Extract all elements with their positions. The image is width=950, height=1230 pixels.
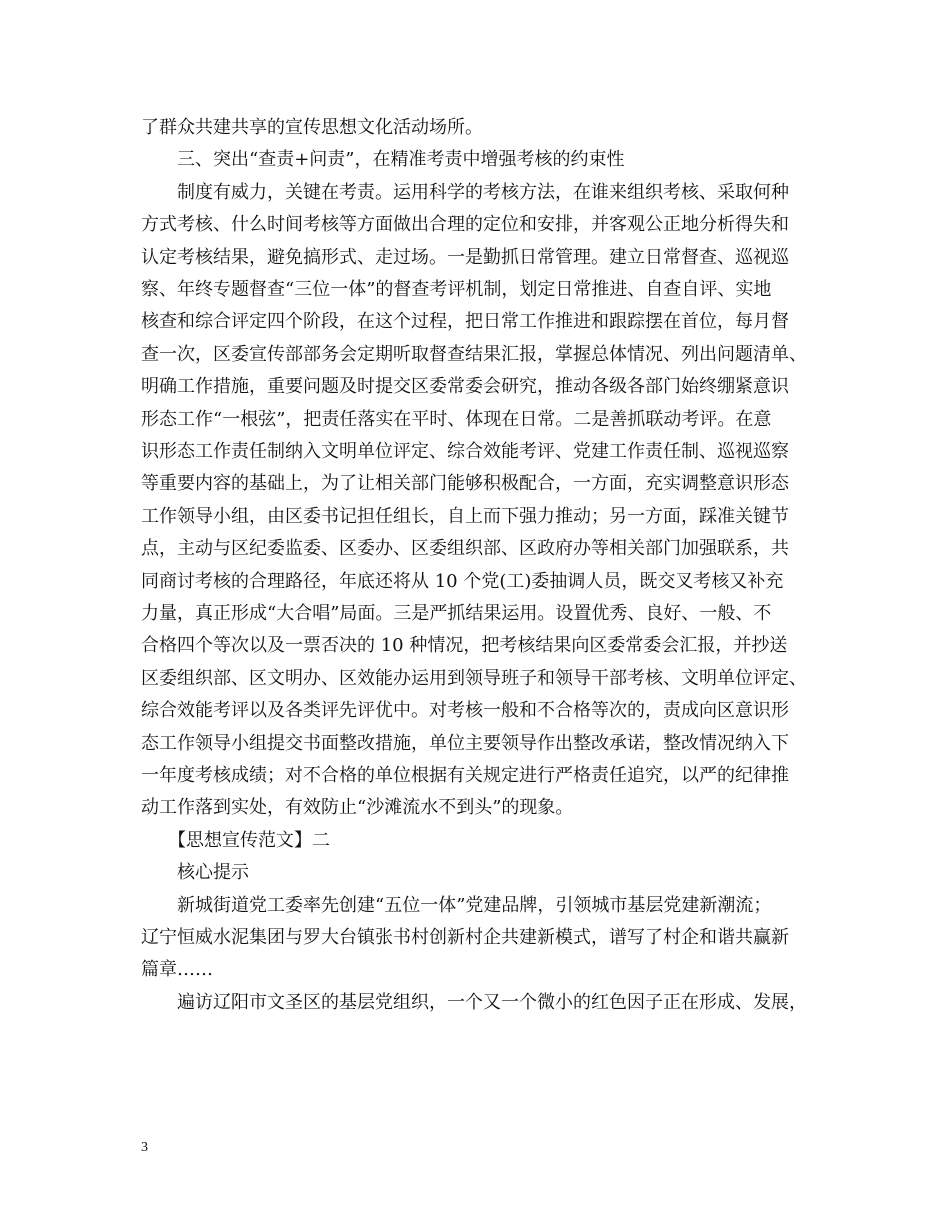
- text-line: 认定考核结果，避免搞形式、走过场。一是勤抓日常管理。建立日常督查、巡视巡: [141, 246, 789, 268]
- text-line: 了群众共建共享的宣传思想文化活动场所。: [141, 117, 483, 138]
- text-line: 合格四个等次以及一票否决的 10 种情况，把考核结果向区委常委会汇报，并抄送: [141, 635, 788, 657]
- text-line: 力量，真正形成“大合唱”局面。三是严抓结果运用。设置优秀、良好、一般、不: [141, 603, 772, 624]
- text-line: 三、突出“查责+问责”，在精准考责中增强考核的约束性: [141, 149, 625, 171]
- page-number: 3: [141, 1140, 148, 1155]
- text-line: 区委组织部、区文明办、区效能办运用到领导班子和领导干部考核、文明单位评定、: [141, 667, 807, 689]
- text-line: 识形态工作责任制纳入文明单位评定、综合效能考评、党建工作责任制、巡视巡察: [141, 441, 789, 462]
- text-line: 形态工作“一根弦”，把责任落实在平时、体现在日常。二是善抓联动考评。在意: [141, 408, 772, 430]
- text-line: 动工作落到实处，有效防止“沙滩流水不到头”的现象。: [141, 797, 574, 819]
- text-line: 工作领导小组，由区委书记担任组长，自上而下强力推动；另一方面，踩准关键节: [141, 505, 789, 527]
- text-line: 核查和综合评定四个阶段，在这个过程，把日常工作推进和跟踪摆在首位，每月督: [141, 311, 789, 333]
- text-line: 核心提示: [141, 862, 249, 884]
- text-line: 遍访辽阳市文圣区的基层党组织，一个又一个微小的红色因子正在形成、发展，: [141, 991, 807, 1013]
- text-line: 点，主动与区纪委监委、区委办、区委组织部、区政府办等相关部门加强联系，共: [141, 538, 789, 560]
- text-line: 等重要内容的基础上，为了让相关部门能够积极配合，一方面，充实调整意识形态: [141, 473, 789, 495]
- text-line: 篇章……: [141, 959, 213, 981]
- text-line: 制度有威力，关键在考责。运用科学的考核方法，在谁来组织考核、采取何种: [141, 181, 789, 203]
- text-line: 辽宁恒威水泥集团与罗大台镇张书村创新村企共建新模式，谱写了村企和谐共赢新: [141, 927, 789, 948]
- text-line: 方式考核、什么时间考核等方面做出合理的定位和安排，并客观公正地分析得失和: [141, 214, 789, 236]
- text-line: 态工作领导小组提交书面整改措施，单位主要领导作出整改承诺，整改情况纳入下: [141, 732, 789, 754]
- text-line: 查一次，区委宣传部部务会定期听取督查结果汇报，掌握总体情况、列出问题清单、: [141, 343, 807, 365]
- text-line: 综合效能考评以及各类评先评优中。对考核一般和不合格等次的，责成向区意识形: [141, 700, 789, 722]
- text-line: 同商讨考核的合理路径，年底还将从 10 个党(工)委抽调人员，既交叉考核又补充: [141, 570, 784, 592]
- text-line: 一年度考核成绩；对不合格的单位根据有关规定进行严格责任追究，以严的纪律推: [141, 765, 789, 786]
- text-line: 察、年终专题督查“三位一体”的督查考评机制，划定日常推进、自查自评、实地: [141, 279, 772, 300]
- text-line: 新城街道党工委率先创建“五位一体”党建品牌，引领城市基层党建新潮流；: [141, 894, 772, 916]
- text-line: 【思想宣传范文】二: [141, 829, 330, 851]
- text-line: 明确工作措施，重要问题及时提交区委常委会研究，推动各级各部门始终绷紧意识: [141, 376, 789, 398]
